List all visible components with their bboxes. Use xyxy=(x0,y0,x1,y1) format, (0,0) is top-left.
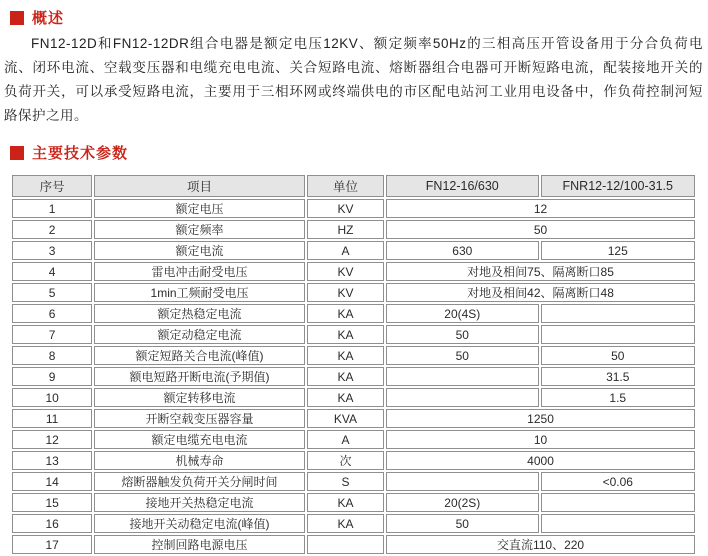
table-row xyxy=(12,199,695,218)
row-value-fnr12-cell: 125 xyxy=(541,241,696,260)
row-item-cell: 机械寿命 xyxy=(94,451,305,470)
row-item-cell: 开断空载变压器容量 xyxy=(94,409,305,428)
row-unit-cell: KV xyxy=(307,262,384,281)
col-header-no: 序号 xyxy=(12,175,92,197)
row-value-merged-cell: 对地及相间42、隔离断口48 xyxy=(386,283,695,302)
row-value-fn12-cell: 50 xyxy=(386,346,538,365)
table-row xyxy=(12,409,695,428)
row-item-cell: 接地开关动稳定电流(峰值) xyxy=(94,514,305,533)
row-value-fn12-cell xyxy=(386,388,538,407)
table-row xyxy=(12,367,695,386)
row-value-merged-cell: 12 xyxy=(386,199,695,218)
spec-table-body xyxy=(12,199,695,554)
col-header-item: 项目 xyxy=(94,175,305,197)
red-square-bullet-icon xyxy=(10,146,24,160)
table-row xyxy=(12,241,695,260)
row-no-cell: 4 xyxy=(12,262,92,281)
row-value-fnr12-cell: 1.5 xyxy=(541,388,696,407)
row-unit-cell: KA xyxy=(307,367,384,386)
row-value-merged-cell: 10 xyxy=(386,430,695,449)
row-value-fnr12-cell: 50 xyxy=(541,346,696,365)
params-title-label: 主要技术参数 xyxy=(32,145,129,162)
row-value-fnr12-cell xyxy=(541,304,696,323)
table-row xyxy=(12,304,695,323)
row-value-merged-cell: 1250 xyxy=(386,409,695,428)
row-value-fn12-cell xyxy=(386,472,538,491)
row-no-cell: 8 xyxy=(12,346,92,365)
row-unit-cell: HZ xyxy=(307,220,384,239)
table-row xyxy=(12,283,695,302)
row-value-fnr12-cell xyxy=(541,493,696,512)
table-row xyxy=(12,220,695,239)
row-unit-cell: KA xyxy=(307,388,384,407)
row-item-cell: 额定动稳定电流 xyxy=(94,325,305,344)
row-item-cell: 熔断器触发负荷开关分闸时间 xyxy=(94,472,305,491)
table-row xyxy=(12,325,695,344)
row-no-cell: 1 xyxy=(12,199,92,218)
row-no-cell: 16 xyxy=(12,514,92,533)
overview-section-title xyxy=(10,7,708,28)
table-row xyxy=(12,535,695,554)
row-unit-cell: KA xyxy=(307,325,384,344)
table-row xyxy=(12,472,695,491)
table-row xyxy=(12,430,695,449)
row-item-cell: 额定热稳定电流 xyxy=(94,304,305,323)
row-value-fnr12-cell xyxy=(541,514,696,533)
row-unit-cell: KA xyxy=(307,493,384,512)
col-header-unit: 单位 xyxy=(307,175,384,197)
row-unit-cell: KVA xyxy=(307,409,384,428)
row-no-cell: 12 xyxy=(12,430,92,449)
row-unit-cell: KA xyxy=(307,304,384,323)
red-square-bullet-icon xyxy=(10,11,24,25)
intro-paragraph: FN12-12D和FN12-12DR组合电器是额定电压12KV、额定频率50Hz的三相高压开管设备用于分合负荷电流、闭环电流、空载变压器和电缆充电电流、关合短路电流、熔断器组合电器可开断短路电流，配装接地开关的负荷开关，可以承受短路电流，主要用于三相环网或终端供电的市区配电站河工业用电设备中，作负荷控制河短路保护之用。 xyxy=(4,36,703,123)
row-value-fnr12-cell: <0.06 xyxy=(541,472,696,491)
row-unit-cell xyxy=(307,535,384,554)
row-no-cell: 3 xyxy=(12,241,92,260)
row-unit-cell: S xyxy=(307,472,384,491)
row-no-cell: 9 xyxy=(12,367,92,386)
overview-title-label: 概述 xyxy=(32,10,65,27)
row-no-cell: 10 xyxy=(12,388,92,407)
row-item-cell: 1min工频耐受电压 xyxy=(94,283,305,302)
row-no-cell: 6 xyxy=(12,304,92,323)
row-no-cell: 13 xyxy=(12,451,92,470)
col-header-fn12: FN12-16/630 xyxy=(386,175,538,197)
page xyxy=(0,7,708,556)
row-item-cell: 控制回路电源电压 xyxy=(94,535,305,554)
row-item-cell: 额定电流 xyxy=(94,241,305,260)
row-unit-cell: A xyxy=(307,430,384,449)
row-item-cell: 额定电缆充电电流 xyxy=(94,430,305,449)
row-no-cell: 15 xyxy=(12,493,92,512)
row-value-fn12-cell: 20(2S) xyxy=(386,493,538,512)
row-no-cell: 5 xyxy=(12,283,92,302)
row-unit-cell: 次 xyxy=(307,451,384,470)
col-header-fnr12: FNR12-12/100-31.5 xyxy=(541,175,696,197)
row-item-cell: 接地开关热稳定电流 xyxy=(94,493,305,512)
row-value-merged-cell: 对地及相间75、隔离断口85 xyxy=(386,262,695,281)
table-row xyxy=(12,514,695,533)
row-no-cell: 11 xyxy=(12,409,92,428)
row-value-merged-cell: 50 xyxy=(386,220,695,239)
row-value-fn12-cell: 20(4S) xyxy=(386,304,538,323)
row-no-cell: 14 xyxy=(12,472,92,491)
table-row xyxy=(12,451,695,470)
row-item-cell: 额电短路开断电流(予期值) xyxy=(94,367,305,386)
row-item-cell: 额定转移电流 xyxy=(94,388,305,407)
row-item-cell: 额定频率 xyxy=(94,220,305,239)
table-row xyxy=(12,262,695,281)
row-item-cell: 额定短路关合电流(峰值) xyxy=(94,346,305,365)
params-section-title xyxy=(10,142,708,163)
row-value-merged-cell: 4000 xyxy=(386,451,695,470)
row-value-fnr12-cell: 31.5 xyxy=(541,367,696,386)
row-value-fn12-cell: 630 xyxy=(386,241,538,260)
row-value-fn12-cell xyxy=(386,367,538,386)
row-unit-cell: KA xyxy=(307,346,384,365)
row-item-cell: 雷电冲击耐受电压 xyxy=(94,262,305,281)
row-value-merged-cell: 交直流110、220 xyxy=(386,535,695,554)
row-no-cell: 2 xyxy=(12,220,92,239)
row-item-cell: 额定电压 xyxy=(94,199,305,218)
table-row xyxy=(12,493,695,512)
row-unit-cell: KV xyxy=(307,283,384,302)
row-value-fn12-cell: 50 xyxy=(386,514,538,533)
row-no-cell: 17 xyxy=(12,535,92,554)
spec-table xyxy=(10,173,697,556)
table-header-row xyxy=(12,175,695,197)
row-value-fn12-cell: 50 xyxy=(386,325,538,344)
row-unit-cell: KV xyxy=(307,199,384,218)
row-no-cell: 7 xyxy=(12,325,92,344)
table-row xyxy=(12,388,695,407)
row-value-fnr12-cell xyxy=(541,325,696,344)
row-unit-cell: A xyxy=(307,241,384,260)
table-row xyxy=(12,346,695,365)
row-unit-cell: KA xyxy=(307,514,384,533)
